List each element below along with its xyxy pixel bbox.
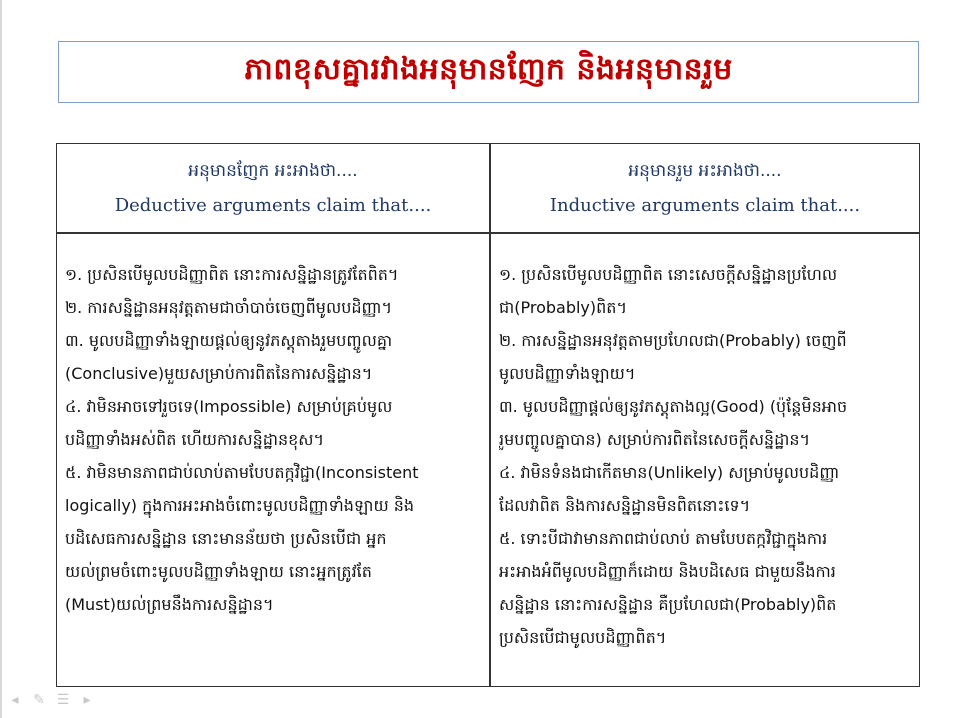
deductive-line: logically) ក្នុងការអះអាងចំពោះមូលបដិញ្ញាទាំងឡាយ និង [65,496,415,515]
deductive-line: (Must)យល់ព្រមនឹងការសន្និដ្ឋាន។ [65,595,274,614]
title-box [58,41,919,103]
previous-icon[interactable]: ◂ [11,692,19,708]
pen-icon[interactable]: ✎ [33,692,45,708]
deductive-line: ២. ការសន្និដ្ឋានអនុវត្តតាមជាចាំបាច់ចេញពីមូលបដិញ្ញា។ [65,298,393,317]
deductive-body [57,234,489,686]
deductive-line: ១. ប្រសិនបើមូលបដិញ្ញាពិត នោះការសន្និដ្ឋានត្រូវតែពិត។ [65,265,399,284]
inductive-line: រួមបញ្ចូលគ្នាបាន) សម្រាប់ការពិតនៃសេចក្ដីសន្និដ្ឋាន។ [499,430,811,449]
deductive-line: បដិសេធការសន្និដ្ឋាន នោះមានន័យថា ប្រសិនបើជា អ្នក [65,529,387,548]
menu-icon[interactable]: ☰ [56,692,70,708]
inductive-line: សន្និដ្ឋាន នោះការសន្និដ្ឋាន គឺប្រហែលជា(Probably)ពិត [499,595,837,614]
inductive-header [491,144,919,232]
left-edge-rule [0,0,2,718]
next-icon[interactable]: ▸ [83,692,91,708]
deductive-header [57,144,489,232]
deductive-line: ៤. វាមិនអាចទៅរួចទេ(Impossible) សម្រាប់គ្រប់មូល [65,397,393,416]
inductive-line: ១. ប្រសិនបើមូលបដិញ្ញាពិត នោះសេចក្ដីសន្និដ្ឋានប្រហែល [499,265,838,284]
inductive-body [491,234,919,686]
inductive-line: ២. ការសន្និដ្ឋានអនុវត្តតាមប្រហែលជា(Probably) ចេញពី [499,331,847,350]
deductive-header-en: Deductive arguments claim that.... [114,195,432,216]
deductive-line: (Conclusive)មួយសម្រាប់ការពិតនៃការសន្និដ្ឋាន។ [65,364,373,383]
inductive-line: ប្រសិនបើជាមូលបដិញ្ញាពិត។ [499,628,667,647]
inductive-line: មូលបដិញ្ញាទាំងឡាយ។ [499,364,636,383]
inductive-line: អះអាងអំពីមូលបដិញ្ញាក៏ដោយ និងបដិសេធ ជាមួយនឹងការ [499,562,836,581]
deductive-line: យល់ព្រមចំពោះមូលបដិញ្ញាទាំងឡាយ នោះអ្នកត្រូវតែ [65,562,372,581]
deductive-line: បដិញ្ញាទាំងអស់ពិត ហើយការសន្និដ្ឋានខុស។ [65,430,325,449]
inductive-header-km: អនុមានរួម អះអាងថា.... [628,161,782,181]
deductive-header-km: អនុមានញែក អះអាងថា.... [188,161,358,181]
inductive-line: ជា(Probably)ពិត។ [499,298,627,317]
deductive-line: ៣. មូលបដិញ្ញាទាំងឡាយផ្ដល់ឲ្យនូវភស្តុតាងរួមបញ្ចូលគ្នា [65,331,393,350]
slide-title: ភាពខុសគ្នារវាងអនុមានញែក និងអនុមានរួម [244,52,733,87]
slide-nav-toolbar [8,692,94,708]
inductive-line: ដែលវាពិត និងការសន្និដ្ឋានមិនពិតនោះទេ។ [499,496,751,515]
inductive-line: ៤. វាមិនទំនងជាកើតមាន(Unlikely) សម្រាប់មូលបដិញ្ញា [499,463,840,482]
comparison-table [56,143,920,687]
deductive-line: ៥. វាមិនមានភាពជាប់លាប់តាមបែបតក្កវិជ្ជា(Inconsistent [65,463,419,482]
inductive-line: ៥. ទោះបីជាវាមានភាពជាប់លាប់ តាមបែបតក្កវិជ្ជាក្នុងការ [499,529,828,548]
inductive-header-en: Inductive arguments claim that.... [549,195,861,216]
inductive-line: ៣. មូលបដិញ្ញាផ្ដល់ឲ្យនូវភស្តុតាងល្អ(Good) (ប៉ុន្តែមិនអាច [499,397,848,416]
